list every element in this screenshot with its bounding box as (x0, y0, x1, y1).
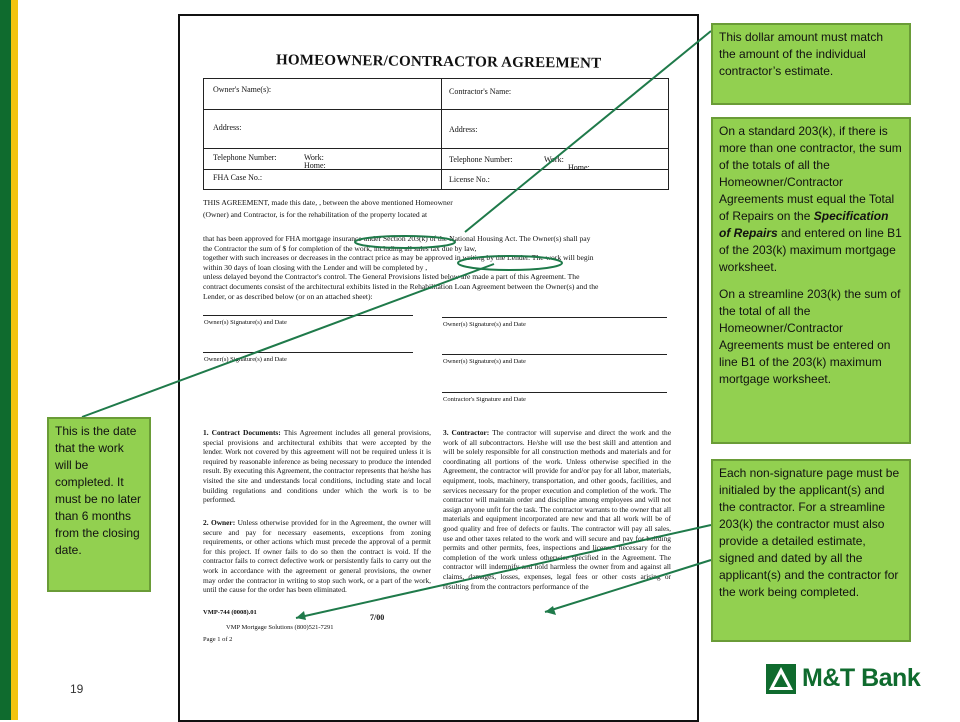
section-contract-documents: 1. Contract Documents: This Agreement includes all general provisions, special provisions and architectural exhibits that were accepted by the lender. Work not covered by this agreement will not be required unless it is required by reasonable inference as being necessary to produce the intended result. By executing this Agreement, the contractor represents that he/she has visited the site and understands local conditions, including state and local building regulations and conditions under which the work is to be performed. (203, 428, 431, 505)
license-label: License No.: (449, 175, 490, 184)
owner-home-label: Home: (304, 161, 326, 170)
dollar-amount-highlight (355, 236, 455, 248)
form-vendor: VMP Mortgage Solutions (800)521-7291 (226, 624, 334, 631)
owner-address-label: Address: (213, 123, 242, 132)
form-title: HOMEOWNER/CONTRACTOR AGREEMENT (275, 52, 602, 72)
contractor-home-label: Home: (568, 163, 590, 172)
arrow-initials-right (545, 560, 711, 612)
owner-signature-label-1: Owner(s) Signature(s) and Date (204, 319, 287, 326)
mt-bank-mark-icon (766, 664, 796, 694)
fha-case-label: FHA Case No.: (213, 173, 263, 182)
owner-signature-label-3: Owner(s) Signature(s) and Date (204, 356, 287, 363)
owner-signature-label-4: Owner(s) Signature(s) and Date (443, 358, 526, 365)
mt-bank-logo (766, 662, 936, 696)
agreement-paragraph: THIS AGREEMENT, made this date, , between the above mentioned Homeowner (Owner) and Contractor, is for the rehabilitation of the property located at that has been approved for FHA mortgage insurance under Section 203(k) of the National Housing Act. The Owner(s) shall pay the Contractor the sum of $ for completion of the work, including all sales tax due by law, together with such increases or decreases in the contract price as may be approved in writing by the Lender. The work will begin within 30 days of loan closing with the Lender and will be completed by , unless delayed beyond the Contractor's control. The General Provisions listed below are made a part of this Agreement. The contract documents consist of the architectural exhibits listed in the Rehabilitation Loan Agreement between the Owner(s) and the Lender, or as described below (or on an attached sheet): (203, 198, 599, 301)
slide-number: 19 (70, 682, 84, 696)
arrow-dollar (465, 31, 711, 232)
callout-initials: Each non-signature page must be initialed by the applicant(s) and the contractor. For a streamline 203(k) the contractor must also provide a detailed estimate, signed and dated by all the applicant(s) and the contractor for the work being completed. (711, 459, 911, 642)
callout-completion-date: This is the date that the work will be completed. It must be no later than 6 months from the closing date. (47, 417, 151, 592)
section-owner: 2. Owner: Unless otherwise provided for in the Agreement, the owner will secure and pay for necessary easements, exceptions from zoning requirements, or other actions which must precede the approval of a permit for this project. If owner fails to do so then the contract is void. If the contractor fails to correct defective work or persistently fails to carry out the work in accordance with the agreement or general provisions, the owner may order the contractor in writing to stop such work, or a part of the work, until the cause for the order has been eliminated. (203, 518, 431, 595)
form-page-label: Page 1 of 2 (203, 636, 233, 643)
contractor-address-label: Address: (449, 125, 478, 134)
contractor-work-label: Work: (544, 155, 564, 164)
contractor-name-label: Contractor's Name: (449, 87, 512, 96)
owner-work-label: Work: (304, 153, 324, 162)
arrow-date (82, 264, 494, 417)
owner-signature-label-2: Owner(s) Signature(s) and Date (443, 321, 526, 328)
callout-standard-text: On a standard 203(k), if there is more than one contractor, the sum of the totals of all the Homeowner/Contractor Agreements must equal the Total of Repairs on the Specification of Repairs and entered on line B1 of the 203(k) maximum mortgage worksheet. (719, 124, 902, 274)
contractor-signature-label: Contractor's Signature and Date (443, 396, 526, 403)
callout-streamline-text: On a streamline 203(k) the sum of the total of all the Homeowner/Contractor Agreements must be entered on line B1 of the 203(k) maximum mortgage worksheet. (719, 287, 901, 386)
form-date: 7/00 (370, 613, 385, 622)
mt-bank-wordmark: M&T Bank (802, 664, 921, 692)
callout-dollar-amount: This dollar amount must match the amount of the individual contractor’s estimate. (711, 23, 911, 105)
completion-date-highlight (458, 256, 562, 270)
section-contractor: 3. Contractor: The contractor will supervise and direct the work and the work of all subcontractors. He/she will use the best skill and attention and will be solely responsible for all construction methods and materials and for coordinating all portions of the work. Unless otherwise specified in the Agreement, the contractor will provide for and/or pay for all labor, materials, equipment, tools, machinery, transportation, and other goods, facilities, and services necessary for the proper execution and completion of the work. The contractor will maintain order and discipline among employees and will not assign anyone unfit for the task. The contractor warrants to the owner that all materials and equipment incorporated are new and that all work will be of good quality and free of defects or faults. The contractor will pay all sales, use and other taxes related to the work and will secure and pay for building permits and other permits, fees, inspections and licenses necessary for the completion of the work unless otherwise specified in the Agreement. The contractor will indemnify and hold harmless the owner from and against all claims, damages, losses, expenses, legal fees or other costs arising or resulting from the contractors performance of the (443, 428, 671, 591)
owner-names-label: Owner's Name(s): (213, 85, 272, 94)
callout-repair-totals (711, 117, 911, 444)
arrow-initials-left (296, 525, 711, 618)
owner-telephone-label: Telephone Number: (213, 153, 277, 162)
form-code: VMP-744 (0008).01 (203, 609, 257, 616)
contractor-telephone-label: Telephone Number: (449, 155, 513, 164)
